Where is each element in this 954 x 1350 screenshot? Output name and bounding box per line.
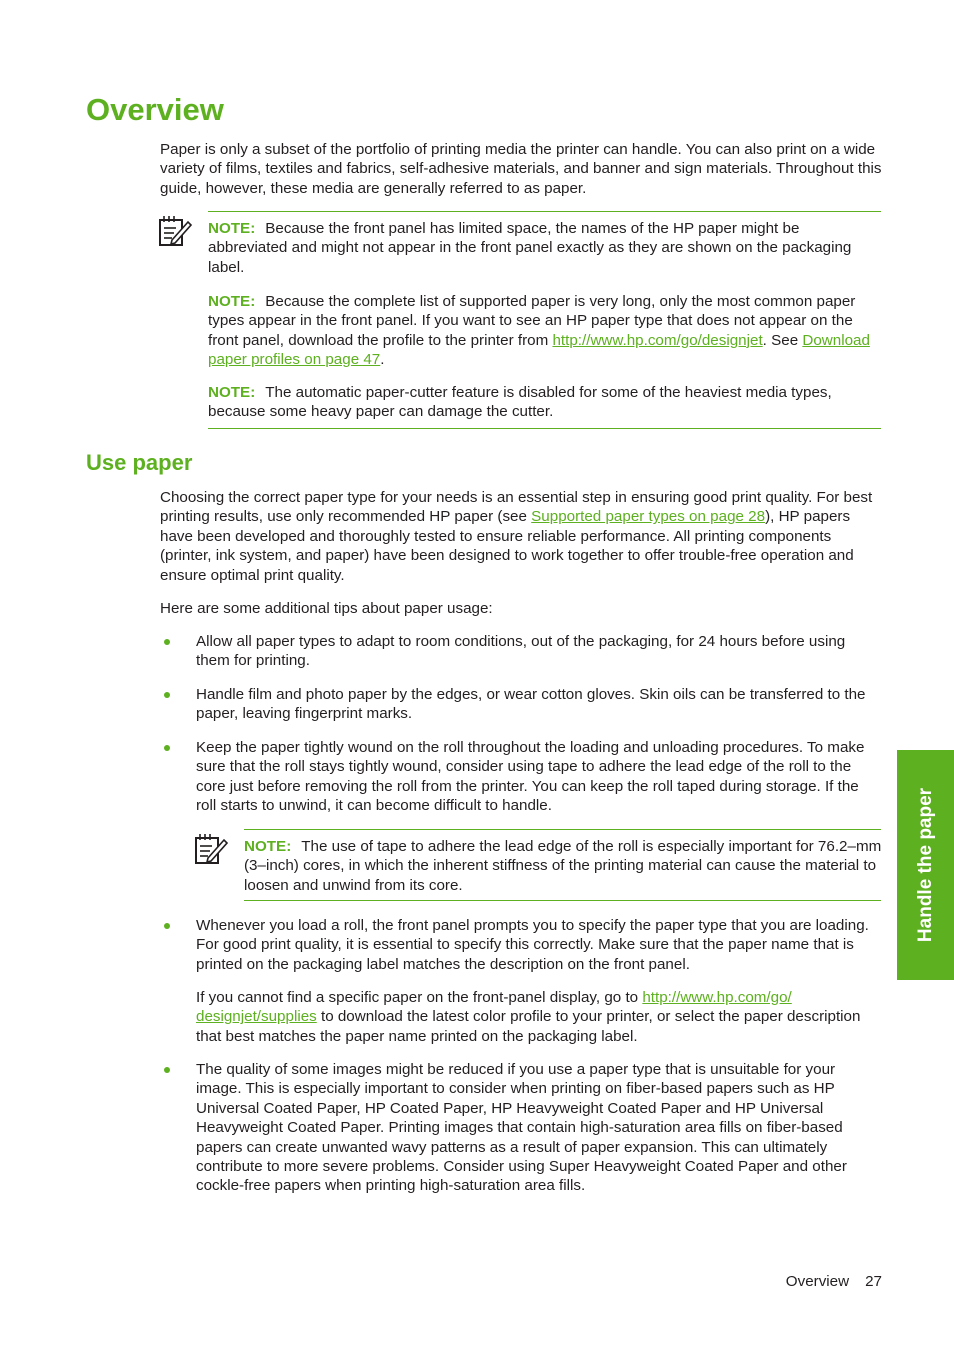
note-2-text-c: . (380, 351, 385, 369)
use-paper-para-2: Here are some additional tips about paper usage: (160, 600, 493, 617)
note-2 (208, 292, 882, 370)
bullet-dot-icon (164, 639, 170, 645)
para-1-text-a: Choosing the correct paper type for your needs is an essential step in ensuring good print quality. For best printing results, use only recommended HP paper (see (160, 489, 873, 526)
note-pencil-icon (194, 832, 228, 866)
note-label: NOTE: (208, 384, 256, 401)
supplies-link-line-1: http://www.hp.com/go/ (642, 989, 792, 1006)
page-title: Overview (86, 92, 224, 127)
bullet-1: Allow all paper types to adapt to room conditions, out of the packaging, for 24 hours before using them for printing. (196, 633, 846, 670)
footer-section: Overview (785, 1273, 850, 1290)
bullet-4: Whenever you load a roll, the front panel prompts you to specify the paper type that you are loading. For good print quality, it is essential to specify this correctly. Make sure that the paper name that is printed on the packaging label matches the description on the front panel. (196, 917, 869, 973)
nested-note (244, 837, 882, 895)
bullet-dot-icon (164, 692, 170, 698)
para-1-text-b: ), HP papers have been developed and thoroughly tested to ensure reliable performance. All printing components (printer, ink system, and paper) have been designed to work together to offer trouble-free operation and ensure optimal print quality. (160, 508, 854, 584)
note-pencil-icon (158, 214, 192, 248)
note-top-rule (208, 211, 881, 212)
designjet-link[interactable]: http://www.hp.com/go/designjet (552, 331, 763, 349)
bullet-dot-icon (164, 1067, 170, 1073)
chapter-side-tab-label: Handle the paper (914, 787, 936, 943)
bullet-dot-icon (164, 923, 170, 929)
bullet-2: Handle film and photo paper by the edges, or wear cotton gloves. Skin oils can be transferred to the paper, leaving fingerprint marks. (196, 686, 866, 723)
note-3-text: The automatic paper-cutter feature is disabled for some of the heaviest media types, because some heavy paper can damage the cutter. (208, 384, 832, 421)
note-label: NOTE: (208, 293, 256, 310)
section-title: Use paper (86, 450, 193, 475)
note-bottom-rule (208, 428, 881, 429)
note-1-text: Because the front panel has limited space, the names of the HP paper might be abbreviated and might not appear in the front panel exactly as they are shown on the packaging label. (208, 220, 852, 276)
nested-note-bottom-rule (244, 900, 881, 901)
note-label: NOTE: (208, 220, 256, 237)
bullet-dot-icon (164, 745, 170, 751)
chapter-side-tab (897, 750, 954, 980)
note-label: NOTE: (244, 838, 292, 855)
use-paper-para-1 (160, 488, 882, 585)
note-3 (208, 383, 882, 422)
page-number: 27 (865, 1273, 882, 1290)
bullet-4-sub-text-b: to download the latest color profile to your printer, or select the paper description that best matches the paper name printed on the packaging label. (196, 1008, 861, 1045)
supplies-link-line-2: designjet/supplies (196, 1008, 317, 1026)
nested-note-text: The use of tape to adhere the lead edge of the roll is especially important for 76.2–mm (3–inch) cores, in which the inherent stiffness of the printing material can cause the material to loosen and unwind from its core. (244, 838, 882, 894)
note-2-text-a: Because the complete list of supported paper is very long, only the most common paper types appear in the front panel. If you want to see an HP paper type that does not appear on the front panel, download the profile to the printer from (208, 293, 856, 349)
overview-intro: Paper is only a subset of the portfolio of printing media the printer can handle. You can also print on a wide variety of films, textiles and fabrics, self-adhesive materials, and banner and sign materials. Throughout this guide, however, these media are generally referred to as paper. (160, 141, 882, 197)
nested-note-top-rule (244, 829, 881, 830)
bullet-5: The quality of some images might be reduced if you use a paper type that is unsuitable for your image. This is especially important to consider when printing on fiber-based papers such as HP Universal Coated Paper, HP Coated Paper, HP Heavyweight Coated Paper and HP Universal Heavyweight Coated Paper. Printing images that contain high-saturation area fills on fiber-based papers can create unwanted wavy patterns as a result of paper expansion. This can ultimately contribute to more severe problems. Consider using Super Heavyweight Coated Paper and other cockle-free papers when printing high-saturation area fills. (196, 1061, 847, 1195)
bullet-3: Keep the paper tightly wound on the roll throughout the loading and unloading procedures. To make sure that the roll stays tightly wound, consider using tape to adhere the lead edge of the roll to the core just before removing the roll from the printer. You can keep the roll taped during storage. If the roll starts to unwind, it can become difficult to handle. (196, 739, 865, 815)
page-footer (720, 1272, 882, 1291)
bullet-4-sub-text-a: If you cannot find a specific paper on the front-panel display, go to (196, 989, 643, 1006)
note-2-text-b: . See (762, 331, 803, 349)
supported-paper-link[interactable]: Supported paper types on page 28 (531, 508, 766, 526)
note-1 (208, 219, 882, 277)
download-profiles-link[interactable]: Download paper profiles on page 47 (208, 331, 870, 369)
bullet-4-subpara (196, 988, 882, 1046)
